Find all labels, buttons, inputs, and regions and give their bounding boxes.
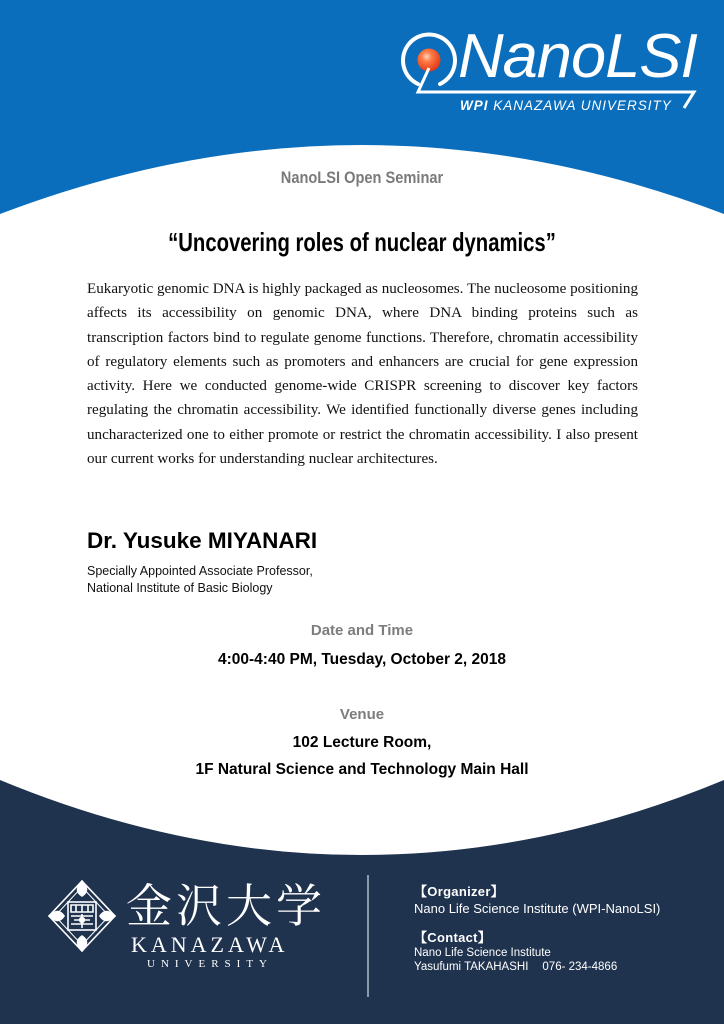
abstract-text: Eukaryotic genomic DNA is highly packaged as nucleosomes. The nucleosome positioning affects its accessibility on genomic DNA, where DNA binding proteins such as transcription factors bind to regulate genome functions. Therefore, chromatin accessibility of regulatory elements such as promoters and enhancers are crucial for gene expression activity. Here we conducted genome-wide CRISPR screening to discover key factors regulating the chromatin accessibility. We identified functionally diverse genes including uncharacterized one to either promote or restrict the chromatin accessibility. I also present our current works for understanding nuclear architectures. xyxy=(87,281,638,468)
wpi-label: WPI xyxy=(460,98,489,113)
kanazawa-wordmark: KANAZAWA xyxy=(131,932,289,957)
kanazawa-seal-icon xyxy=(46,878,118,954)
nanolsi-subtitle xyxy=(460,98,672,113)
contact-person: Yasufumi TAKAHASHI xyxy=(414,961,529,973)
contact-phone: 076- 234-4866 xyxy=(542,961,618,973)
speaker-name: Dr. Yusuke MIYANARI xyxy=(87,528,318,553)
venue-label: Venue xyxy=(339,706,385,723)
organizer-heading: 【Organizer】 xyxy=(414,884,504,899)
contact-person-line xyxy=(414,960,660,974)
organizer-name: Nano Life Science Institute (WPI-NanoLSI) xyxy=(414,901,661,916)
venue-line-1: 102 Lecture Room, xyxy=(292,734,432,751)
seminar-series-label: NanoLSI Open Seminar xyxy=(280,168,444,187)
speaker-position: Specially Appointed Associate Professor, xyxy=(87,564,313,578)
footer-info xyxy=(414,884,660,974)
speaker-institution: National Institute of Basic Biology xyxy=(87,581,273,595)
date-time-label: Date and Time xyxy=(310,622,414,639)
kanazawa-university-label: KANAZAWA UNIVERSITY xyxy=(488,98,672,113)
abstract xyxy=(87,277,638,471)
nanolsi-wordmark: NanoLSI xyxy=(458,22,697,91)
contact-heading: 【Contact】 xyxy=(414,930,492,945)
contact-org: Nano Life Science Institute xyxy=(414,947,551,959)
kanazawa-university-logo xyxy=(46,878,346,978)
university-wordmark: UNIVERSITY xyxy=(147,958,273,970)
venue-line-2: 1F Natural Science and Technology Main Hall xyxy=(195,761,529,778)
talk-title: “Uncovering roles of nuclear dynamics” xyxy=(168,227,556,257)
nanolsi-logo xyxy=(398,22,698,118)
speaker-affiliation xyxy=(87,563,313,597)
footer-divider xyxy=(367,875,369,997)
date-time-value: 4:00-4:40 PM, Tuesday, October 2, 2018 xyxy=(217,651,507,668)
kanazawa-kanji: 金沢大学 xyxy=(126,879,326,933)
